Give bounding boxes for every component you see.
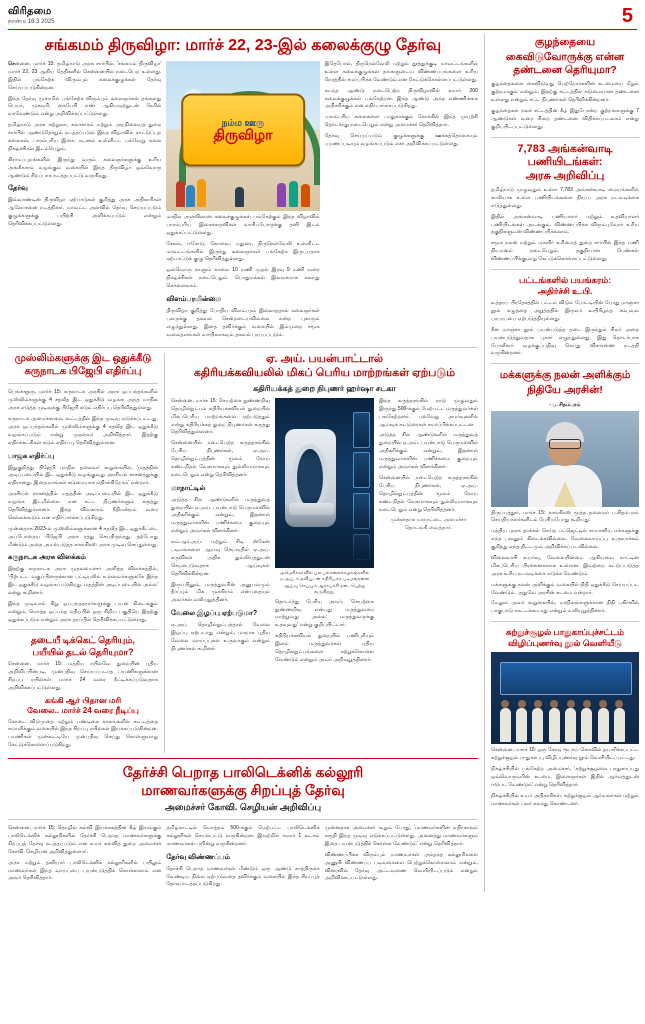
paragraph: பாரம்பரிய கலைகளை பாதுகாக்கும் நோக்கில் இந்த முயற்சி தொடர்ந்து நடைபெறும் என்று அமைச்சர் தெரிவித்தார். [324,114,478,129]
paragraph: இதற்கு கருநாடக அரசு முதலமைச்சர் அளித்த விளக்கத்தில், 'பிற்பட்ட வகுப்பினருக்கான பட்டியலில் உள்ளவர்களுக்கே இந்த இட ஒதுக்கீடு வழங்கப்படுகிறது. மதத்தின் அடிப்படையில் அல்ல' என்று கூறினார். [8,566,158,596]
paragraph: கடந்த ஆண்டு நடைபெற்ற திருவிழாவில் சுமார் 200 கலைக்குழுக்கள் பங்கேற்றன. இந்த ஆண்டு அந்த எண்ணிக்கை அதிகரிக்கும் என எதிர்பார்க்கப்படுகிறது. [324,87,478,110]
env-headline-1: சுற்றுச்சூழல் பாதுகாப்புச்சட்டம் [506,627,624,638]
ai-col-2-text [275,599,374,665]
lead-col-2 [166,61,319,342]
subheading: பாஜக எதிர்ப்பு [8,452,55,460]
paragraph: இதுகுறித்து பிஜேபி மாநில தலைவர் கூறுகையில், 'மதத்தின் அடிப்படையில் இட ஒதுக்கீடு வழங்குவது அரசியல் சாசனத்துக்கு எதிரானது. இதை நாங்கள் கடுமையாக எதிர்க்கிறோம்' என்றார். [8,464,158,487]
env-headline-2: விழிப்புணர்வு நூல் வெளியீடு [508,638,622,649]
paragraph: கோடை விடுமுறை மற்றும் பண்டிகை காலங்களில் கூட்டத்தை சமாளிக்கும் வகையில் இந்த சிறப்பு ரயில்கள் இயக்கப்படுகின்றன. பயணிகள் முன்கூட்டியே முன்பதிவு செய்து கொள்ளுமாறு கேட்டுக்கொள்ளப்படுகிறது. [8,718,158,749]
ai-headline-1: ஏ. அய். பயன்பாட்டால் [265,353,384,366]
lead-story [8,36,478,342]
poly-headline-2: மாணவர்களுக்கு சிறப்புத் தேர்வு [141,781,345,798]
railway-subhead-2: வேலை.. மார்ச் 24 வரை நீடிப்பு [27,705,139,715]
lead-headline: சங்கமம் திருவிழா: மார்ச் 22, 23-இல் கலைக்குழு தேர்வு [44,37,442,54]
divider [491,621,639,622]
paragraph: இவ்வாண்டின் திருவிழா ஏற்பாடுகள் குறித்து அரசு அதிகாரிகள் ஆலோசனை நடத்தினர். மாவட்ட அளவில் தேர்வு செய்யப்படும் குழுக்களுக்கு பயிற்சி அளிக்கப்படும் என்றும் தெரிவிக்கப்பட்டுள்ளது. [8,197,162,227]
child-abandon-body [491,81,639,131]
paragraph: சென்னை, மார்ச் 15: ஒரு கோடி ரூபாய் செலவில் தயாரிக்கப்பட்ட சுற்றுச்சூழல் பாதுகாப்பு விழிப்புணர்வு நூல் வெளியிடப்பட்டது. [491,747,639,762]
anganwadi-headline-3: அரசு அறிவிப்பு [525,170,605,183]
paragraph: நிகழ்ச்சியில் உயர் அதிகாரிகள், சுற்றுச்சூழல் ஆர்வலர்கள் மற்றும் மாணவர்கள் பலர் கலந்து கொண்டனர். [491,792,639,807]
paragraph: பெங்களூரு, மார்ச் 15: கருநாடக அரசில் அரசு ஒப்பந்தங்களில் முஸ்லிம்களுக்கு 4 சதவீத இட ஒதுக்கீடு வழங்க அந்த மாநில அரசு எடுத்த முடிவுக்கு பிஜேபி கடும் எதிர்ப்பு தெரிவித்துள்ளது. [8,389,158,412]
paragraph: அரசு மற்றும் தனியார் பாலிடெக்னிக் கல்லூரிகளில் பயிலும் மாணவர்கள் இந்த வாய்ப்பை பயன்படுத்திக் கொள்ளலாம் என அவர் தெரிவித்தார். [8,859,162,882]
paragraph: குழந்தைகளை கைவிடுவது பெற்றோர்களின் கடமையை மீறும் குற்றமாகும் என்றும், இதற்கு சட்டத்தில் கடுமையான தண்டனை உள்ளது என்றும் சட்ட நிபுணர்கள் தெரிவிக்கின்றனர். [491,81,639,104]
paragraph: சென்னை, மார்ச் 15: செயற்கை நுண்ணறிவு தொழில்நுட்பம் கதிரியக்கவியல் துறையில் மிகப்பெரிய மாற்றங்களை ஏற்படுத்தும் என்று கதிரியக்கத் துறை நிபுணர்கள் கருத்து தெரிவித்துள்ளனர். [171,397,270,436]
poly-col-1 [8,825,161,892]
railway-headline-2: பயீயில் தடல் தெரியுமா? [32,646,134,657]
masthead [8,6,637,30]
mid-block [8,353,478,753]
ai-col-3 [379,398,478,668]
main-area [8,34,478,892]
page-columns [8,34,637,892]
railway-subhead-1: கங்கி ஆர் பிதான மரி [44,695,122,705]
paragraph: மாநில அளவிலான கலைக்குழுக்கள் பங்கேற்கும் இந்த விழாவில் பாரம்பரிய இசைக்கருவிகள் வாசிப்போருக்கு தனி இடம் ஒதுக்கப்பட்டுள்ளது. [166,214,320,236]
paragraph: சென்னை, மார்ச் 15: மத்திய ரயில்வே துறையின் புதிய அறிவிப்பின்படி, முன்பதிவு செய்யப்படாத பயணிகளுக்கான சிறப்பு ரயில்கள் மார்ச் 24 வரை நீட்டிக்கப்படுவதாக அறிவிக்கப்பட்டுள்ளது. [8,660,158,691]
festival-banner [181,94,305,167]
ai-subhead: கதிரியக்கத் துறை நிபுணர் ஹர்ஷா சடகா [253,383,396,393]
paragraph: மத்திய அரசு தாக்கல் செய்த பட்ஜெட்டில் சாமானிய மக்களுக்கு எந்த பலனும் கிடைக்கவில்லை. வேலைவாய்ப்பு உருவாக்கம் குறித்து எந்த திட்டமும் அறிவிக்கப்படவில்லை. [491,528,639,551]
paragraph: அடுத்த சில ஆண்டுகளில் மருத்துவத் துறையில் ஏ.அய். பயன்பாடு பெருமளவில் அதிகரிக்கும் என்றும், இதனால் மருத்துவர்களின் பணிச்சுமை குறையும் என்றும் அவர்கள் விளக்கினர். [171,496,270,535]
masthead-left [8,6,55,26]
railway-body [8,661,158,693]
subheading: விளம்பரமின்மை [166,296,222,304]
paragraph: ஒவ்வொரு நாளும் காலை 10 மணி முதல் இரவு 9 மணி வரை நிகழ்ச்சிகள் நடைபெறும். பொதுமக்கள் இலவசமாக கலந்து கொள்ளலாம். [166,267,320,290]
subheading: தேர்வு [8,185,28,193]
railway-body-2 [8,719,158,751]
divider [8,819,478,820]
quote-byline: - ப. சிதம்பரம் [549,401,581,408]
child-abandon-headline-1: குழந்தையை [534,36,596,48]
paragraph: தமிழ்நாடு முழுவதும் உள்ள 7,783 அங்கன்வாடி மையங்களில் காலியாக உள்ள பணியிடங்களை நிரப்ப அரசு நடவடிக்கை எடுத்துள்ளது. [491,186,639,209]
paragraph: அரசியல் சாசனத்தில் மதத்தின் அடிப்படையில் இட ஒதுக்கீடு வழங்க இடமில்லை என சட்ட நிபுணர்களும் கருத்து தெரிவித்துள்ளனர். இந்த விவகாரம் நீதிமன்றம் வரை செல்லக்கூடும் என எதிர்பார்க்கப்படுகிறது. [8,491,158,521]
divider [491,363,639,364]
divider-vertical [484,34,485,892]
ai-col-1 [171,398,270,668]
paragraph: மேலும் அவர் கூறுகையில், மாநிலங்களுக்கான நிதி பகிர்வில் பாகுபாடு காட்டக்கூடாது என்றும் வலியுறுத்தினார். [491,600,639,615]
scanner-bore [297,449,323,507]
politician-portrait [491,411,639,507]
paragraph: தொடர்ந்து பேசிய அவர், 'செயற்கை நுண்ணறிவு என்பது மருத்துவரை மாற்றுவது அல்ல; மருத்துவருக்கு உதவுவது' என்று குறிப்பிட்டார். [275,598,374,629]
divider [8,383,158,384]
anganwadi-headline-2: பணியிடங்கள்: [527,156,603,169]
ai-body-columns [171,398,478,668]
railway-headline-1: தடையீ டிக்கெட் தெரியும், [31,635,135,646]
divider [491,269,639,270]
karnataka-story [8,353,158,753]
railway-story [8,635,158,750]
lead-col-1 [8,61,161,342]
divider [8,347,478,348]
book-launch-photo [491,652,639,744]
paragraph: கதிரியக்கவியல் துறையில் பணிபுரியும் இளம் மருத்துவர்கள் புதிய தொழில்நுட்பங்களை கற்றுக்கொள்ள வேண்டும் என்றும் அவர் அறிவுறுத்தினார். [275,633,374,663]
quote-headline-2: நிதியே அரசின்! [527,384,603,397]
festival-photo [166,61,319,211]
paragraph: முன்னதாக அமைச்சர் கூறும் போது, 'மாணவர்களின் எதிர்காலம் கருதி இந்த முடிவு எடுக்கப்பட்டுள்ளது. அனைத்து மாணவர்களும் இதை பயன்படுத்திக் கொள்ள வேண்டும்' என்று தெரிவித்தார். [324,825,478,847]
paragraph: இந்த முடிவால் சிறு ஒப்பந்ததாரர்களுக்கு பயன் கிடைக்கும் என்றும், மொத்த ஒப்பந்த மதிப்பில் ஒரு சிறிய பகுதியே இதற்கு ஒதுக்கப்படும் என்றும் அரசு தரப்பில் தெரிவிக்கப்பட்டுள்ளது. [8,600,158,623]
paragraph: தமிழ்நாட்டில் மொத்தம் 500-க்கும் மேற்பட்ட பாலிடெக்னிக் கல்லூரிகள் செயல்பட்டு வருகின்றன. இவற்றில் சுமார் 1 லட்சம் மாணவர்கள் பயின்று வருகின்றனர். [166,825,320,847]
paragraph: மக்களுக்கு நலன் அளிக்கும் வகையில் நிதி ஒதுக்கீடு செய்யப்பட வேண்டும். அதுவே அரசின் கடமை என்றார். [491,581,639,596]
kite-headline-2: அதிர்ச்சி உ.பி. [537,286,593,297]
paragraph: சென்னை, மார்ச் 15: தமிழ்நாடு அரசு சார்பில், 'சங்கமம் திருவிழா' மார்ச் 22, 23 ஆகிய தேதிகளில் சென்னையில் நடைபெற உள்ளது. இதில் பங்கேற்க விரும்பும் கலைக்குழுக்கள் தேர்வு செய்யப்படுகின்றன. [8,61,162,91]
paragraph: சென்னை, மார்ச் 15: தொழில் கல்வி இயக்ககத்தின் கீழ் இயங்கும் பாலிடெக்னிக் கல்லூரிகளில் தேர்ச்சி பெறாத மாணவர்களுக்கு சிறப்புத் தேர்வு நடத்தப்படும் என உயர் கல்வித் துறை அமைச்சர் கோவி. செழியன் அறிவித்துள்ளார். [8,825,162,855]
subheading: வேலை இழப்பு ஏற்படுமா? [171,610,258,618]
paragraph: கிராமப்புறங்களில் இருந்து வரும் கலைஞர்களுக்கு உரிய அங்கீகாரம் வழங்கும் வகையில் இந்த திருவிழா ஒவ்வொரு ஆண்டும் சிறப்பாக நடத்தப்பட்டு வருகிறது. [8,156,162,179]
paragraph: அடுத்த சில ஆண்டுகளில் மருத்துவத் துறையில் ஏ.அய். பயன்பாடு பெருமளவில் அதிகரிக்கும் என்றும், இதனால் மருத்துவர்களின் பணிச்சுமை குறையும் என்றும் அவர்கள் விளக்கினர். [379,432,478,471]
paragraph: கருநாடக அமைச்சரவை கூட்டத்தில் இந்த முடிவு எடுக்கப்பட்டது. அரசு ஒப்பந்தங்களில் முஸ்லிம்களுக்கு 4 சதவீத இட ஒதுக்கீடு வழங்கப்படும் என்று முதல்வர் அறிவித்தார். இதற்கு எதிர்க்கட்சிகள் கடும் எதிர்ப்பு தெரிவித்துள்ளன. [8,416,158,446]
paragraph: உத்தரப் பிரதேசத்தில் பட்டம் விடும் போட்டியின் போது மாஞ்சா நூல் கழுத்தை அறுத்ததில் இருவர் உயிரிழந்த சம்பவம் பரபரப்பை ஏற்படுத்தியுள்ளது. [491,300,639,322]
paragraph: சமூக நலன் மற்றும் மகளிர் உரிமைத் துறை சார்பில் இந்த பணி நியமனம் நடைபெறும். தகுதியான பெண்கள் விண்ணப்பிக்குமாறு கேட்டுக்கொள்ளப்பட்டுள்ளது. [491,240,639,263]
anganwadi-body [491,187,639,264]
dignitaries [491,696,639,742]
quote-headline-1: மக்களுக்கு நலன் அளிக்கும் [499,369,631,382]
mri-caption: அமெரிக்காவில் பல பல்கலைக்கழகங்களில் ஏ.அய். உதவியுடன் கதிரியக்க படிமங்களை ஆய்வு செய்யும் ஆராய்ச்சி நடைபெற்று வருகிறது. [279,569,370,595]
paragraph: தேர்ச்சி பெறாத மாணவர்கள் மீண்டும் ஒரு ஆண்டு காத்திருக்க வேண்டிய நிலை ஏற்படுவதை தவிர்க்கும் வகையில் இந்த சிறப்புத் தேர்வு நடத்தப்படுகிறது. [166,865,320,888]
ai-byline: முன்னதாக மாநாட்டை அமைச்சர் தொடங்கி வைத்தார். [390,517,467,532]
crowd-figures [166,165,319,207]
poly-body-columns [8,825,478,892]
karnataka-headline: முஸ்லிம்களுக்கு இட ஒதுக்கீடு கருநாடக பிஜேபி எதிர்ப்பு [14,353,152,377]
poly-col-2 [166,825,319,892]
paragraph: நிகழ்ச்சியில் பங்கேற்ற அமைச்சர், 'சுற்றுச்சூழலை பாதுகாப்பது ஒவ்வொருவரின் கடமை. இளைஞர்கள் இதில் ஆர்வத்துடன் ஈடுபட வேண்டும்' என்று தெரிவித்தார். [491,766,639,788]
issue-date: நான்டு 16.3 2025 [8,19,55,25]
paragraph: தமிழ்நாடு அரசு சுற்றுலா, கலாசாரம் மற்றும் அறநிலையத் துறை சார்பில் ஆண்டுதோறும் நடத்தப்படும் இந்த விழாவில் நாட்டுப்புற கலைகள், பாரம்பரிய இசை, நடனம் உள்ளிட்ட பல்வேறு கலை நிகழ்ச்சிகள் இடம்பெறும். [8,122,162,152]
subheading: தேர்வு விண்ணப்பம் [166,853,230,861]
monitor-2 [353,452,370,488]
lead-col-3 [325,61,478,342]
anganwadi-headline-1: 7,783 அங்கன்வாடி [517,142,613,155]
mri-scanner-photo [275,398,374,568]
polytechnic-story [8,764,478,892]
paragraph: சீன மாஞ்சா நூல் பயன்படுத்த தடை இருந்தும் சிலர் அதை பயன்படுத்துவதாக புகார் எழுந்துள்ளது. இது தொடர்பாக போலீசார் வழக்குப்பதிவு செய்து விசாரணை நடத்தி வருகின்றனர். [491,326,639,357]
paragraph: விண்ணப்பிக்க விரும்பும் மாணவர்கள் அந்தந்த கல்லூரிகளை அணுகி விண்ணப்ப படிவங்களை பெற்றுக்கொள்ளலாம் என்றும், விரைவில் தேர்வு அட்டவணை வெளியிடப்படும் என்றும் அறிவிக்கப்பட்டுள்ளது. [324,851,478,882]
floor-glow [275,503,374,568]
poly-col-3 [325,825,478,892]
kite-body [491,300,639,358]
paragraph: விலைவாசி உயர்வு, வேலையின்மை ஆகியவை நாட்டின் மிகப்பெரிய பிரச்னைகளாக உள்ளன. இவற்றை கட்டுப்படுத்த அரசு உரிய நடவடிக்கை எடுக்க வேண்டும். [491,555,639,577]
paragraph: சென்னையில் நடைபெற்ற கருத்தரங்கில் பேசிய நிபுணர்கள், ஏ.அய். தொழில்நுட்பத்தின் மூலம் நோய் கண்டறிதல் வேகமாகவும் துல்லியமாகவும் நடைபெறும் என்று தெரிவித்தனர். [171,440,270,478]
paragraph: இதேபோல், திருநெல்வேலி மற்றும் தூத்துக்குடி மாவட்டங்களில் உள்ள கலைக்குழுக்கள் தங்களுடைய விண்ணப்பங்களை உரிய நேரத்தில் சமர்ப்பிக்க வேண்டும் என கேட்டுக்கொள்ளப்பட்டுள்ளது. [324,61,478,83]
collar [554,481,576,507]
lead-col-2-text [166,214,319,339]
kite-headline-1: பட்டங்களில் பயங்கரம்: [518,274,612,285]
paragraph: ஏ.அய். தொழில்நுட்பத்தால் வேலை இழப்பு ஏற்படாது என்றும், மாறாக புதிய வேலை வாய்ப்புகள் உருவாகும் என்றும் நிபுணர்கள் கூறினர். [171,622,270,652]
env-body [491,747,639,808]
subheading: கருநாடக அரசு விளக்கம் [8,554,86,562]
paragraph: குழந்தைகள் நலச் சட்டத்தின் கீழ் இதுபோன்ற குற்றங்களுக்கு 7 ஆண்டுகள் வரை சிறை தண்டனை விதிக்கப்படலாம் என்று குறிப்பிடப்பட்டுள்ளது. [491,108,639,130]
poly-headline-1: தேர்ச்சி பெறாத பாலிடெக்னிக் கல்லூரி [122,764,364,781]
lead-body-columns [8,61,478,342]
banner-line-1: நம்ம ஊரு [221,117,265,128]
ai-col-2 [275,398,374,668]
glasses-icon [549,439,581,449]
paragraph: இதில் அங்கன்வாடி பணியாளர் மற்றும் உதவியாளர் பணியிடங்கள் அடங்கும். விண்ணப்பிக்க விரும்புவோர் உரிய தகுதிகளுடன் விண்ணப்பிக்கலாம். [491,213,639,236]
monitor-1 [353,412,370,448]
paragraph: இந்த கருத்தரங்கில் நாடு முழுவதும் இருந்து 500-க்கும் மேற்பட்ட மருத்துவர்கள் பங்கேற்றனர். பல்வேறு அமர்வுகளில் ஆய்வுக் கட்டுரைகள் சமர்ப்பிக்கப்பட்டன. [379,397,478,428]
subheading: மாநாட்டில் [171,484,206,492]
child-abandon-headline-2: கைவிடுவோருக்கு என்ன தண்டனை தெரியுமா? [505,51,625,77]
right-column [491,34,639,892]
ai-radiology-story [171,353,478,753]
paragraph: தேர்வு செய்யப்படும் குழுக்களுக்கு ஊக்கத்தொகையும் பயணப்படியும் வழங்கப்படும் என அறிவிக்கப்பட்டுள்ளது. [324,133,478,148]
paragraph: எம்.ஆர்.அய். மற்றும் சிடி ஸ்கேன் படிமங்களை ஆய்வு செய்வதில் ஏ.அய். கருவிகள் அதிக துல்லியத்துடன் செயல்படுவதாக ஆய்வுகள் தெரிவிக்கின்றன. [171,539,270,577]
paragraph: முன்னதாக 2023-ல் முஸ்லிம்களுக்கான 4 சதவீத இட ஒதுக்கீட்டை அப்போதைய பிஜேபி அரசு ரத்து செய்திருந்தது. தற்போது மீண்டும் அதை அமல்படுத்த காங்கிரஸ் அரசு முடிவு செய்துள்ளது. [8,525,158,548]
poly-subhead: அமைச்சர் கோவி. செழியன் அறிவிப்பு [164,802,322,813]
karnataka-body [8,389,158,624]
divider [8,758,478,759]
paragraph: இருப்பினும், மருத்துவரின் அனுபவமும் தீர்ப்பும் மிக முக்கியம் என்பதையும் அவர்கள் வலியுறுத்தினர். [171,581,270,604]
divider-vertical [164,353,165,753]
paper-name: விரிதமை [8,6,52,17]
paragraph: இந்த தேர்வு முகாமில் பங்கேற்க விரும்பும் கலைஞர்கள் தங்களது பெயர், முகவரி, கைபேசி எண் ஆகியவற்றுடன் நேரில் வரவேண்டும் என்று அறிவிக்கப்பட்டுள்ளது. [8,95,162,118]
paragraph: திருவிழா குறித்து போதிய விளம்பரம் இல்லாததால் கலைஞர்கள் பலருக்கு தகவல் சென்றடையவில்லை என்ற புகாரும் எழுந்துள்ளது. இதை தவிர்க்கும் வகையில் இம்முறை சமூக வலைதளங்கள் வாயிலாகவும் தகவல் பரப்பப்படும். [166,307,320,338]
stage-backdrop [500,662,632,695]
divider [491,137,639,138]
banner-line-2: திருவிழா [213,126,273,143]
portrait-body [491,510,639,617]
paragraph: திருப்பத்தூர், மார்ச் 15: காங்கிரஸ் மூத்த தலைவர் ப.சிதம்பரம் செய்தியாளர்களிடம் பேசியபோது கூறியது: [491,509,639,524]
divider [8,629,158,630]
paragraph: சென்னையில் நடைபெற்ற கருத்தரங்கில் பேசிய நிபுணர்கள், ஏ.அய். தொழில்நுட்பத்தின் மூலம் நோய் கண்டறிதல் வேகமாகவும் துல்லியமாகவும் நடைபெறும் என்று தெரிவித்தனர். [379,474,478,513]
page-number: 5 [621,5,633,27]
ai-headline-2: கதிரியக்கவியலில் மிகப் பெரிய மாற்றங்கள் ஏற்படும் [193,367,456,380]
paragraph: சேலம், ஈரோடு, கோவை, மதுரை, திருநெல்வேலி உள்ளிட்ட மாவட்டங்களில் இருந்து கலைஞர்கள் பங்கேற்க இருப்பதாக ஏற்பாட்டுக் குழு தெரிவித்துள்ளது. [166,240,320,263]
